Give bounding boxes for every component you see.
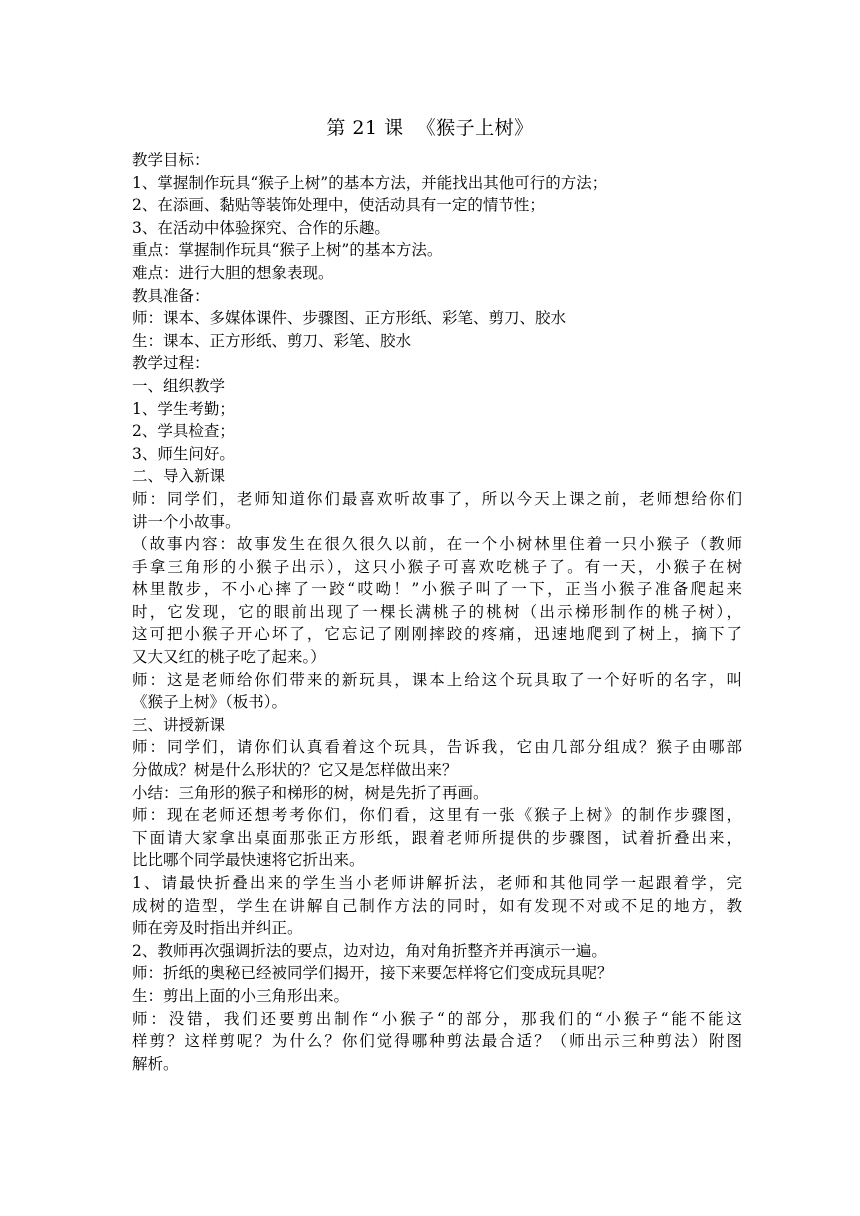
document-body [132,149,742,1075]
text-line: 2、在添画、黏贴等装饰处理中，使活动具有一定的情节性； [132,196,545,215]
text-line: 林里散步，不小心摔了一跤“哎呦！”小猴子叫了一下，正当小猴子准备爬起来 [132,580,742,599]
text-line: 教学过程： [132,354,210,373]
text-line: 难点：进行大胆的想象表现。 [132,263,334,282]
text-line: （故事内容：故事发生在很久很久以前，在一个小树林里住着一只小猴子（教师 [132,535,742,554]
text-line: 3、在活动中体验探究、合作的乐趣。 [132,218,390,237]
text-line: 重点：掌握制作玩具“猴子上树”的基本方法。 [132,241,443,260]
text-line: 1、学生考勤； [132,399,235,418]
text-line: 师：这是老师给你们带来的新玩具，课本上给这个玩具取了一个好听的名字，叫 [132,670,742,689]
text-line: 教学目标： [132,151,210,169]
text-line: 师：同学们，请你们认真看着这个玩具，告诉我，它由几部分组成？猴子由哪部 [132,738,742,757]
text-line: 三、讲授新课 [132,715,226,734]
text-line: 《猴子上树》（板书）。 [132,693,288,712]
text-line: 时，它发现，它的眼前出现了一棵长满桃子的桃树（出示梯形制作的桃子树）， [132,602,742,621]
text-line: 手拿三角形的小猴子出示），这只小猴子可喜欢吃桃子了。有一天，小猴子在树 [132,557,742,576]
text-line: 生：剪出上面的小三角形出来。 [132,986,350,1005]
text-line: 小结：三角形的猴子和梯形的树，树是先折了再画。 [132,783,489,802]
text-line: 解析。 [132,1054,179,1073]
text-line: 成树的造型，学生在讲解自己制作方法的同时，如有发现不对或不足的地方，教 [132,896,742,915]
text-line: 师：同学们，老师知道你们最喜欢听故事了，所以今天上课之前，老师想给你们 [132,489,742,508]
text-line: 一、组织教学 [132,376,226,395]
text-line: 师：没错，我们还要剪出制作“小猴子“的部分，那我们的“小猴子“能不能这 [132,1009,742,1028]
text-line: 师在旁及时指出并纠正。 [132,919,303,938]
text-line: 2、教师再次强调折法的要点，边对边，角对角折整齐并再演示一遍。 [132,941,607,960]
text-line: 样剪？这样剪呢？为什么？你们觉得哪种剪法最合适？（师出示三种剪法）附图 [132,1032,742,1051]
text-line: 下面请大家拿出桌面那张正方形纸，跟着老师所提供的步骤图，试着折叠出来， [132,828,742,847]
text-line: 又大又红的桃子吃了起来。） [132,648,326,667]
text-line: 分做成？树是什么形状的？它又是怎样做出来？ [132,761,458,780]
text-line: 师：课本、多媒体课件、步骤图、正方形纸、彩笔、剪刀、胶水 [132,309,567,328]
text-line: 1、请最快折叠出来的学生当小老师讲解折法，老师和其他同学一起跟着学，完 [132,874,742,892]
text-line: 1、掌握制作玩具“猴子上树”的基本方法，并能找出其他可行的方法； [132,173,608,192]
text-line: 师：现在老师还想考考你们，你们看，这里有一张《猴子上树》的制作步骤图， [132,806,742,825]
text-line: 讲一个小故事。 [132,512,241,531]
text-line: 师：折纸的奥秘已经被同学们揭开，接下来要怎样将它们变成玩具呢？ [132,964,613,983]
text-line: 教具准备： [132,286,210,305]
text-line: 这可把小猴子开心坏了，它忘记了刚刚摔跤的疼痛，迅速地爬到了树上，摘下了 [132,625,742,644]
text-line: 3、师生问好。 [132,444,235,463]
text-line: 二、导入新课 [132,467,226,486]
document-title: 第 21 课 《猴子上树》 [326,117,534,139]
text-line: 2、学具检查； [132,422,235,441]
text-line: 比比哪个同学最快速将它折出来。 [132,851,365,870]
text-line: 生：课本、正方形纸、剪刀、彩笔、胶水 [132,331,412,350]
